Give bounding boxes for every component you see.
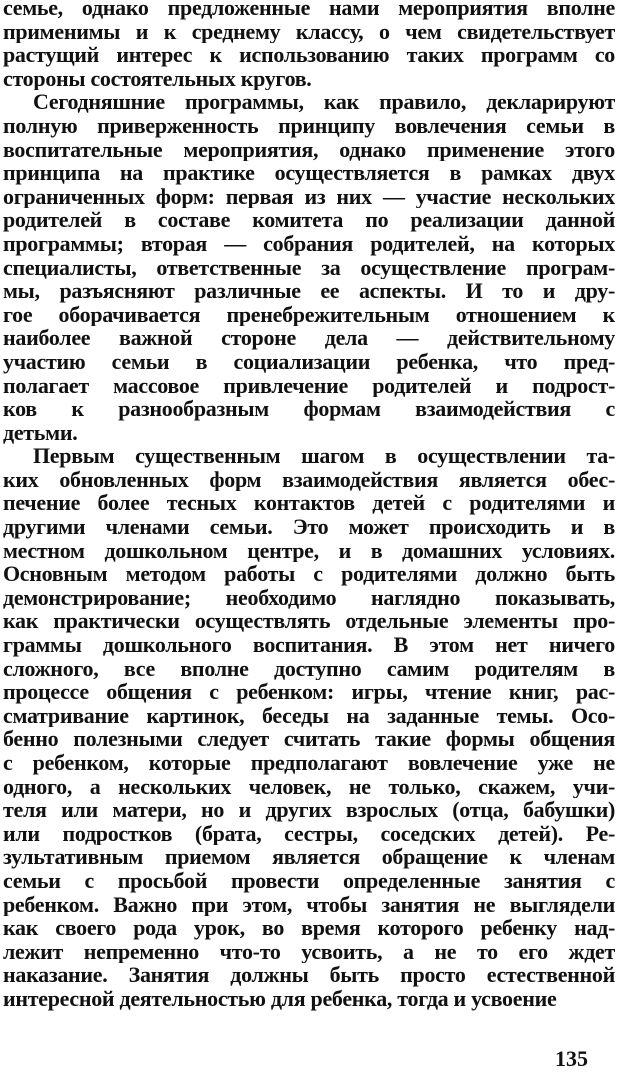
text-line: Сегодняшние программы, как правило, декларируют: [33, 90, 615, 114]
text-line: Первым существенным шагом в осуществлении та-: [33, 444, 615, 468]
text-line: ограниченных форм: первая из них — участие нескольких: [3, 184, 615, 209]
text-line: гое оборачивается пренебрежительным отношением к: [3, 302, 615, 327]
text-line: одного, а нескольких человек, не только, скажем, учи-: [3, 774, 615, 799]
text-line: граммы дошкольного воспитания. В этом нет ничего: [3, 633, 615, 657]
text-line: процессе общения с ребенком: игры, чтение книг, рас-: [3, 680, 615, 704]
text-line: ких обновленных форм взаимодействия является обес-: [3, 467, 615, 492]
text-line: демонстрирование; необходимо наглядно показывать,: [3, 585, 615, 610]
paragraph-2: [3, 90, 615, 444]
text-line: мы, разъясняют различные ее аспекты. И то и дру-: [3, 279, 615, 303]
text-line: сложного, все вполне доступно самим родителям в: [3, 656, 615, 681]
text-line: интересной деятельностью для ребенка, тогда и усвоение: [3, 986, 557, 1011]
text-line: полагает массовое привлечение родителей и подрост-: [3, 373, 615, 398]
text-line: специалисты, ответственные за осуществление програм-: [3, 255, 615, 280]
text-line: принципа на практике осуществляется в рамках двух: [3, 161, 615, 185]
text-line: лежит непременно что-то усвоить, а не то его ждет: [3, 939, 615, 964]
text-line: наиболее важной стороне дела — действительному: [3, 326, 615, 350]
text-line: стороны состоятельных кругов.: [3, 66, 312, 91]
text-line: полную приверженность принципу вовлечения семьи в: [3, 113, 615, 138]
text-line: детьми.: [3, 420, 78, 445]
text-line: растущий интерес к использованию таких программ со: [3, 43, 615, 67]
text-line: участию семьи в социализации ребенка, что пред-: [3, 349, 615, 374]
page-number: 135: [555, 1046, 588, 1071]
text-line: другими членами семьи. Это может происходить и в: [3, 515, 615, 539]
text-line: бенно полезными следует считать такие формы общения: [3, 727, 615, 751]
paragraph-3: [3, 444, 615, 1010]
text-line: Основным методом работы с родителями должно быть: [3, 562, 615, 586]
text-line: местном дошкольном центре, и в домашних условиях.: [3, 538, 615, 563]
text-line: воспитательные мероприятия, однако применение этого: [3, 137, 615, 162]
text-line: применимы и к среднему классу, о чем свидетельствует: [3, 19, 615, 44]
text-line: печение более тесных контактов детей с родителями и: [3, 491, 615, 516]
text-line: ков к разнообразным формам взаимодействия с: [3, 397, 615, 421]
text-line: с ребенком, которые предполагают вовлечение уже не: [3, 751, 615, 775]
paragraph-1: [3, 0, 615, 90]
text-line: родителей в составе комитета по реализации данной: [3, 208, 615, 232]
text-line: семьи с просьбой провести определенные занятия с: [3, 868, 615, 893]
text-column: [3, 0, 615, 1011]
text-line: как практически осуществлять отдельные элементы про-: [3, 609, 615, 634]
text-line: теля или матери, но и других взрослых (отца, бабушки): [3, 798, 615, 822]
text-line: сматривание картинок, беседы на заданные темы. Осо-: [3, 703, 615, 728]
text-line: или подростков (брата, сестры, соседских детей). Ре-: [3, 821, 615, 846]
text-line: семье, однако предложенные нами мероприятия вполне: [3, 0, 615, 20]
text-line: программы; вторая — собрания родителей, на которых: [3, 231, 615, 256]
text-line: как своего рода урок, во время которого ребенку над-: [3, 916, 615, 940]
text-line: ребенком. Важно при этом, чтобы занятия не выглядели: [3, 892, 615, 917]
text-line: наказание. Занятия должны быть просто естественной: [3, 963, 615, 987]
text-line: зультативным приемом является обращение к членам: [3, 845, 615, 869]
